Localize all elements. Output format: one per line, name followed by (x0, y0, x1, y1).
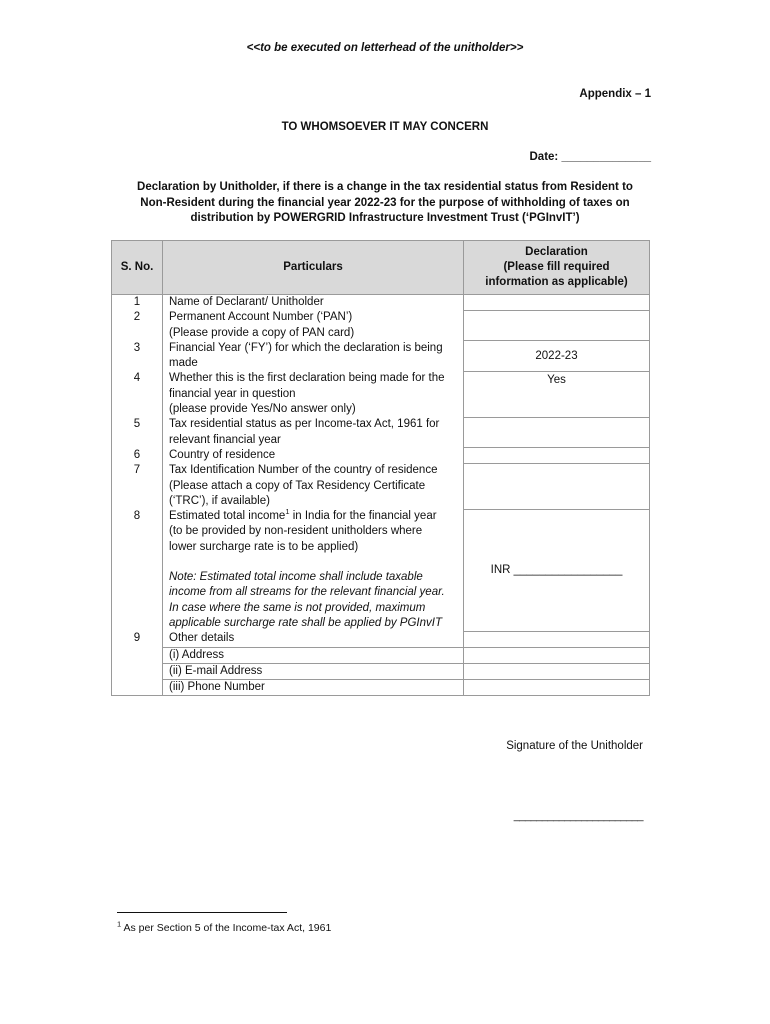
row-number: 1 (112, 295, 163, 311)
heading-line: Declaration by Unitholder, if there is a change in the tax residential status from Resident to (137, 181, 633, 193)
particulars-line: Whether this is the first declaration being made for the (169, 372, 445, 385)
heading-line: Non-Resident during the financial year 2022-23 for the purpose of withholding of taxes on (140, 196, 630, 209)
row-particulars: (i) Address (163, 647, 464, 663)
row-particulars (163, 295, 464, 311)
particulars-line: relevant financial year (169, 433, 281, 446)
header-declaration-line: Declaration (525, 245, 588, 258)
table-row (112, 295, 650, 311)
row-particulars (163, 310, 464, 341)
row-number: 2 (112, 310, 163, 341)
particulars-line: made (169, 357, 198, 370)
row-number-blank (112, 680, 163, 696)
row-number: 4 (112, 371, 163, 417)
table-row (112, 463, 650, 509)
declaration-input-pan[interactable] (464, 310, 650, 341)
declaration-input-tin[interactable] (464, 463, 650, 509)
header-particulars: Particulars (163, 241, 464, 295)
row-number: 6 (112, 448, 163, 463)
header-declaration-line: information as applicable) (485, 276, 628, 289)
particulars-line: Financial Year (‘FY’) for which the declaration is being (169, 341, 443, 354)
appendix-label: Appendix – 1 (579, 88, 651, 100)
date-field[interactable]: Date: ______________ (529, 151, 651, 163)
particulars-line: (Please attach a copy of Tax Residency Certificate (169, 479, 426, 492)
document-title: TO WHOMSOEVER IT MAY CONCERN (281, 121, 489, 133)
declaration-input-status[interactable] (464, 417, 650, 448)
row-number: 9 (112, 631, 163, 647)
letterhead-note: <<to be executed on letterhead of the unitholder>> (246, 42, 524, 54)
footnote-divider (117, 912, 287, 913)
declaration-input-name[interactable] (464, 295, 650, 311)
declaration-table (111, 240, 650, 696)
particulars-line: (Please provide a copy of PAN card) (169, 326, 355, 339)
declaration-heading (110, 180, 660, 227)
particulars-line: lower surcharge rate is to be applied) (169, 540, 359, 553)
header-declaration (464, 241, 650, 295)
footnote-ref: 1 (285, 507, 290, 517)
signature-label: Signature of the Unitholder (506, 740, 643, 752)
declaration-input-country[interactable] (464, 448, 650, 463)
particulars-text: Estimated total income (169, 510, 286, 523)
table-header-row (112, 241, 650, 295)
note-line: applicable surcharge rate shall be applied by PGInvIT (169, 616, 442, 629)
row-number: 7 (112, 463, 163, 509)
row-particulars (163, 341, 464, 372)
table-row (112, 310, 650, 341)
row-particulars: (iii) Phone Number (163, 680, 464, 696)
particulars-line (169, 509, 457, 524)
declaration-input-fy[interactable]: 2022-23 (464, 341, 650, 372)
row-particulars (163, 463, 464, 509)
note-line: Note: Estimated total income shall include taxable (169, 571, 423, 584)
row-particulars (163, 448, 464, 463)
note-line: In case where the same is not provided, maximum (169, 601, 426, 614)
table-row (112, 371, 650, 417)
footnote (117, 919, 332, 934)
income-note (169, 570, 457, 631)
declaration-input-other[interactable] (464, 631, 650, 647)
table-row (112, 663, 650, 679)
header-sno: S. No. (112, 241, 163, 295)
particulars-line: (‘TRC’), if available) (169, 494, 270, 507)
note-line: income from all streams for the relevant financial year. (169, 586, 445, 599)
particulars-line: Country of residence (169, 448, 276, 461)
footnote-number: 1 (117, 919, 122, 929)
footnote-text: As per Section 5 of the Income-tax Act, 1961 (123, 922, 332, 934)
row-number-blank (112, 663, 163, 679)
particulars-line: Tax Identification Number of the country of residence (169, 464, 438, 477)
particulars-line: Permanent Account Number (‘PAN’) (169, 311, 353, 324)
table-row (112, 417, 650, 448)
particulars-line: (please provide Yes/No answer only) (169, 403, 356, 416)
declaration-input-income[interactable]: INR _________________ (464, 509, 650, 631)
row-particulars: Other details (163, 631, 464, 647)
particulars-line: Tax residential status as per Income-tax Act, 1961 for (169, 418, 440, 431)
row-number: 5 (112, 417, 163, 448)
particulars-line: financial year in question (169, 387, 296, 400)
declaration-input-first[interactable]: Yes (464, 371, 650, 417)
row-particulars (163, 371, 464, 417)
particulars-text: in India for the financial year (289, 510, 437, 523)
heading-line: distribution by POWERGRID Infrastructure Investment Trust (‘PGInvIT’) (190, 212, 580, 224)
row-number: 3 (112, 341, 163, 372)
declaration-input-address[interactable] (464, 647, 650, 663)
table-row (112, 341, 650, 372)
table-row (112, 448, 650, 463)
table-row (112, 631, 650, 647)
declaration-input-phone[interactable] (464, 680, 650, 696)
particulars-line: (to be provided by non-resident unitholders where (169, 525, 423, 538)
row-number-blank (112, 647, 163, 663)
table-row (112, 509, 650, 631)
row-particulars: (ii) E-mail Address (163, 663, 464, 679)
header-declaration-line: (Please fill required (503, 260, 610, 273)
particulars-line: Name of Declarant/ Unitholder (169, 296, 324, 308)
row-number: 8 (112, 509, 163, 631)
declaration-input-email[interactable] (464, 663, 650, 679)
signature-line[interactable]: _______________________ (513, 810, 643, 822)
table-row (112, 647, 650, 663)
row-particulars (163, 509, 464, 631)
row-particulars (163, 417, 464, 448)
table-row (112, 680, 650, 696)
